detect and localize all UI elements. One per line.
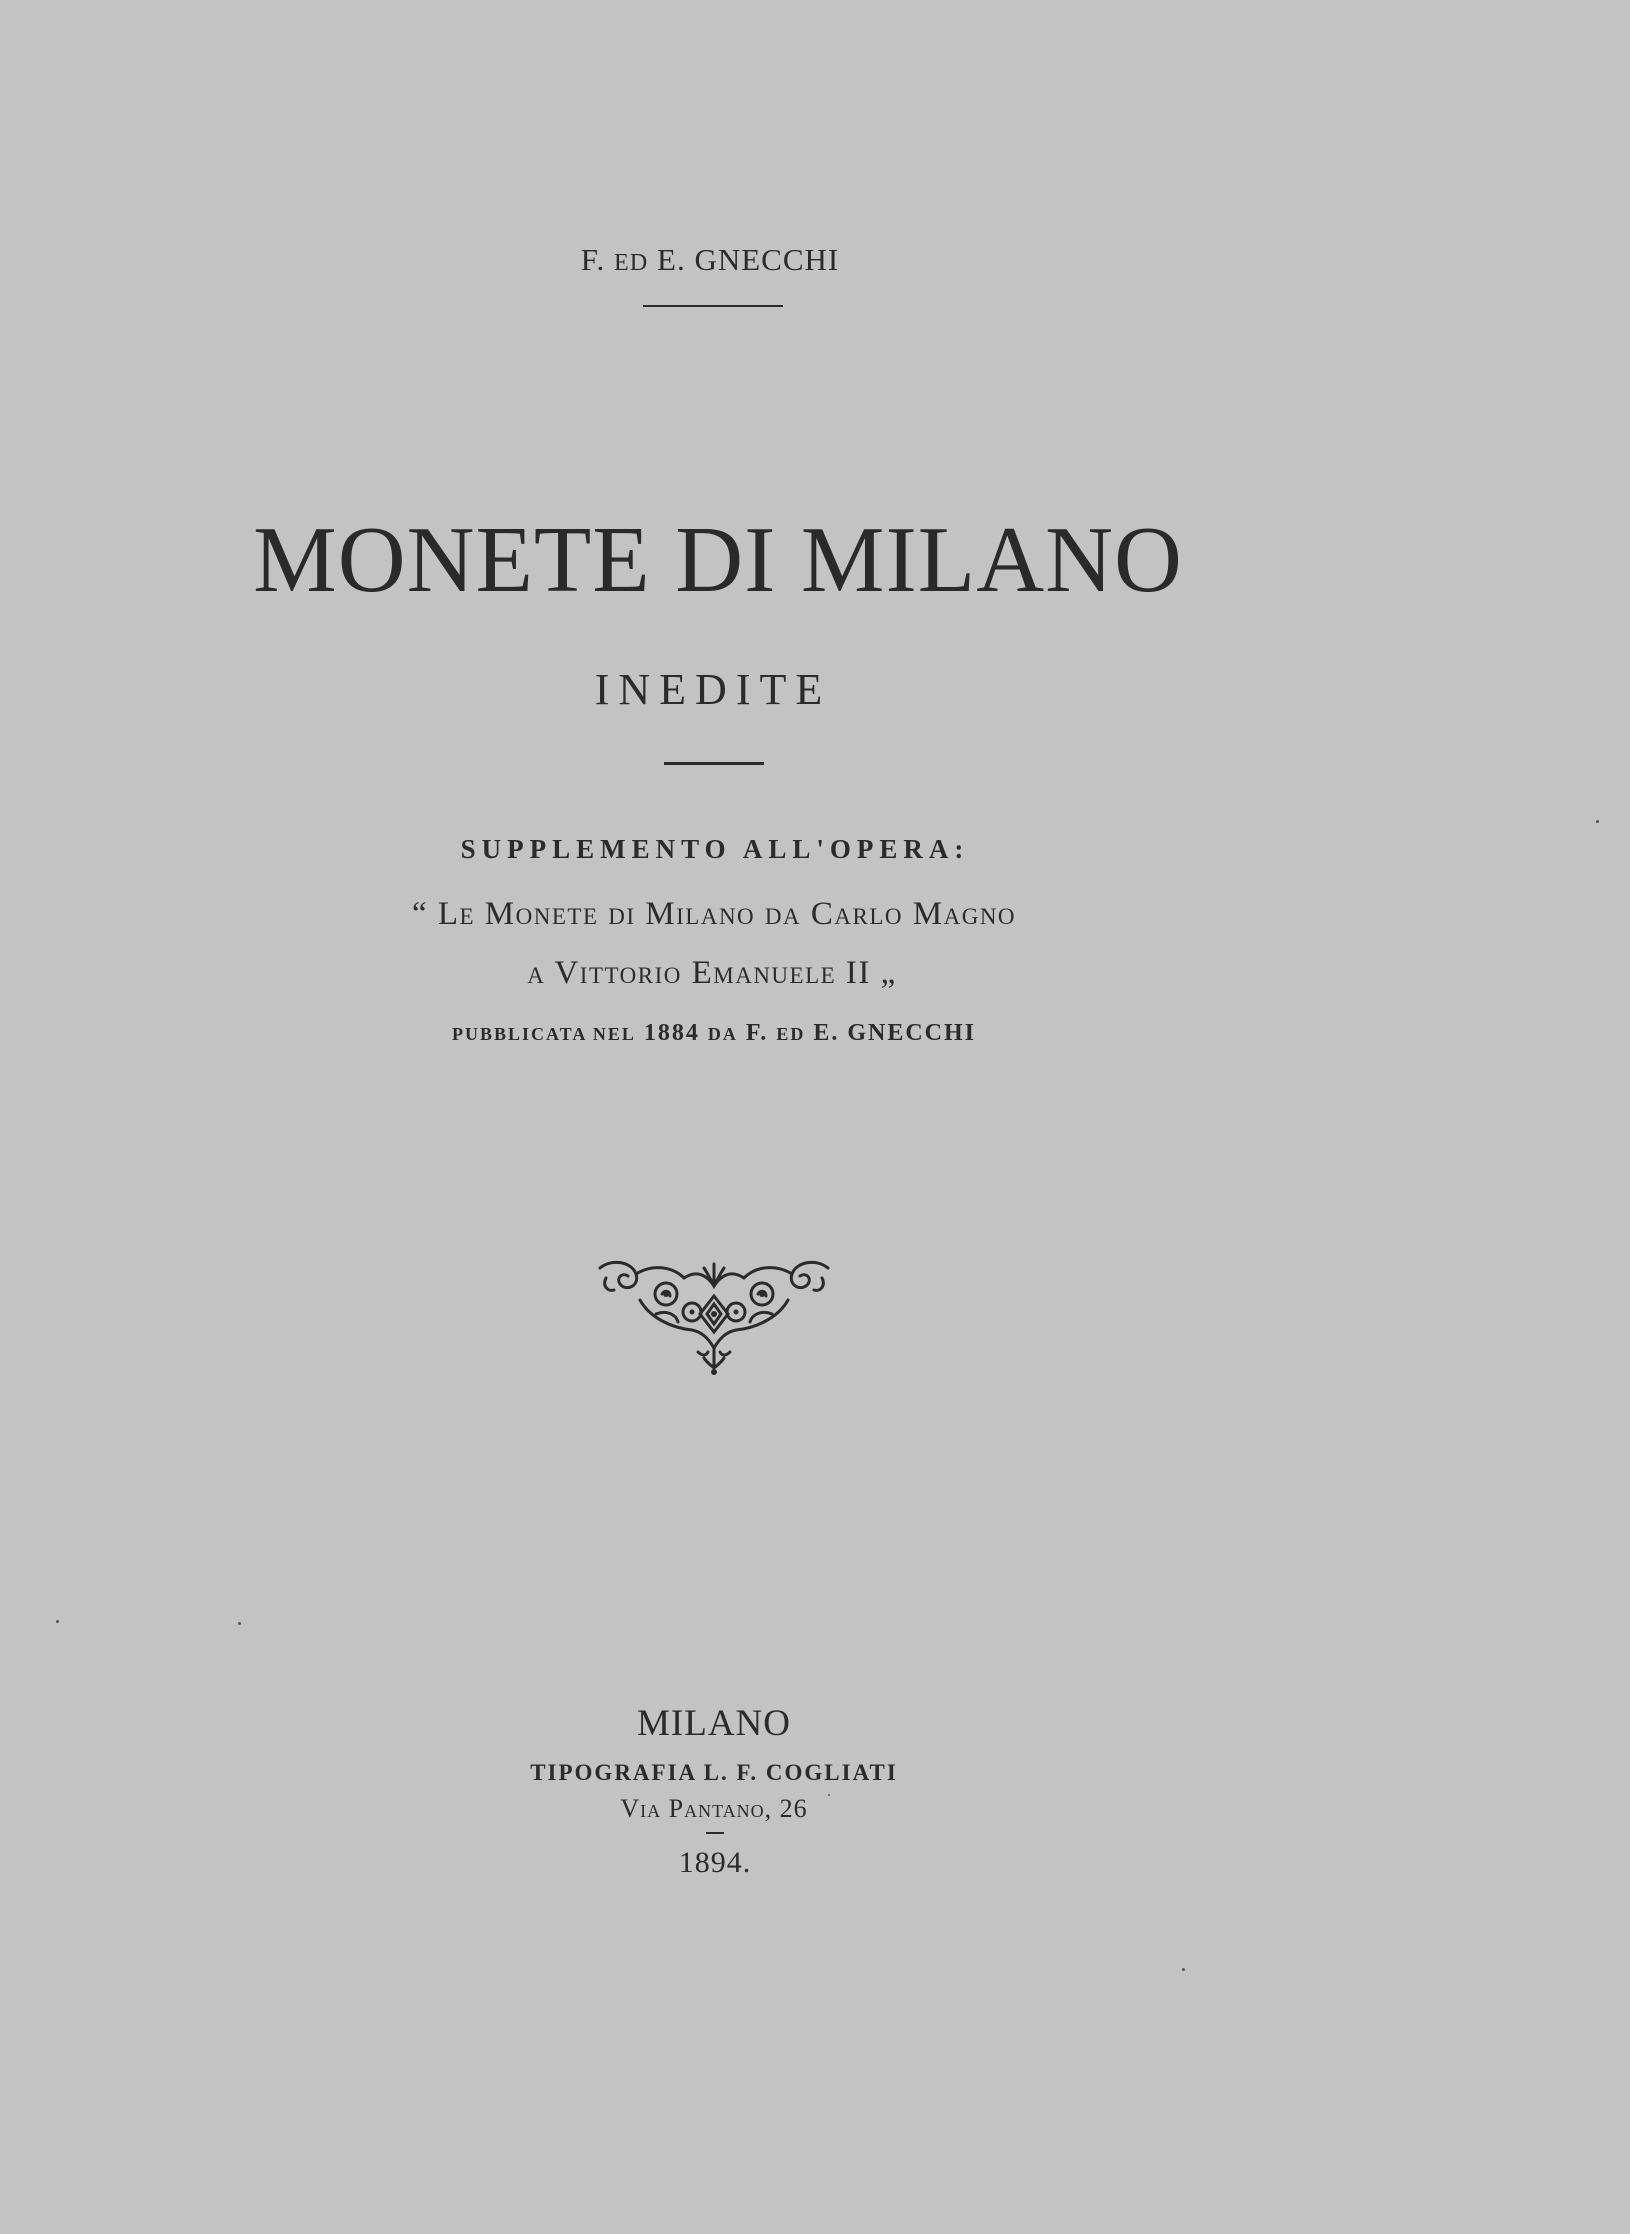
imprint-year: 1894.: [678, 1846, 752, 1879]
author-name: E. GNECCHI: [657, 242, 840, 277]
author-underline-rule: [643, 305, 783, 307]
scan-speck: [828, 1794, 830, 1796]
publication-year: 1884: [643, 1020, 700, 1046]
author-connector: ED: [614, 249, 649, 276]
scan-speck: [238, 1622, 241, 1625]
scan-speck: [1182, 1968, 1185, 1971]
scan-speck: [56, 1620, 59, 1623]
floral-scroll-ornament-icon: [592, 1256, 836, 1378]
author-line: [0, 242, 1420, 278]
author-initial: F.: [580, 242, 606, 277]
publication-connector: ED: [776, 1024, 806, 1044]
publication-prefix: PUBBLICATA NEL: [451, 1024, 636, 1044]
publication-initial: F.: [745, 1020, 769, 1046]
scan-speck: [1596, 820, 1599, 823]
publication-mid: DA: [707, 1024, 738, 1044]
subtitle-rule: [664, 762, 764, 765]
book-title: MONETE DI MILANO: [253, 508, 1183, 612]
imprint-city: MILANO: [637, 1703, 791, 1744]
imprint-address: Via Pantano, 26: [620, 1794, 808, 1823]
work-title-line-1: “ Le Monete di Milano da Carlo Magno: [411, 896, 1017, 932]
publication-name: E. GNECCHI: [813, 1020, 977, 1046]
publication-line: [0, 1020, 1428, 1047]
work-title-line-2: a Vittorio Emanuele II „: [527, 955, 897, 991]
imprint-rule: [706, 1832, 724, 1834]
book-subtitle: INEDITE: [594, 665, 832, 714]
imprint-printer: TIPOGRAFIA L. F. COGLIATI: [530, 1760, 898, 1785]
supplement-heading: SUPPLEMENTO ALL'OPERA:: [460, 834, 970, 864]
